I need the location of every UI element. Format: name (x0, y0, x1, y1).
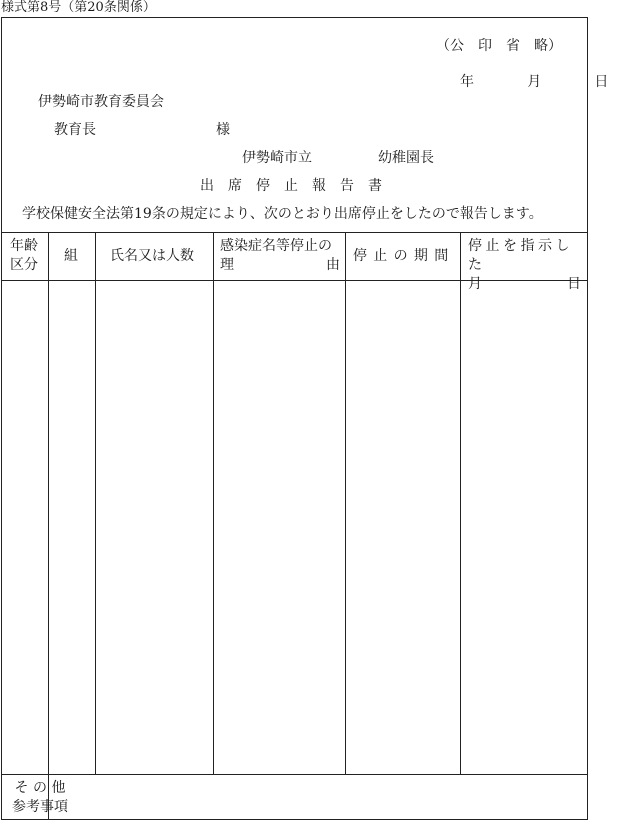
header-reason-right: 由 (326, 257, 340, 273)
header-instructed-left: 月 (468, 276, 482, 292)
header-reason-left: 理 (220, 257, 234, 273)
date-line: 年 月 日 (460, 74, 617, 90)
header-instructed-right: 日 (567, 276, 581, 292)
remarks-entry-cell[interactable] (49, 775, 587, 819)
report-statement: 学校保健安全法第19条の規定により、次のとおり出席停止をしたので報告します。 (22, 206, 543, 222)
header-age-line2: 区分 (10, 257, 38, 273)
superintendent-title: 教育長 (54, 122, 96, 138)
header-class: 組 (64, 248, 78, 264)
header-age-line1: 年齢 (10, 238, 38, 254)
remarks-label-line2: 参考事項 (12, 799, 68, 815)
honorific-sama: 様 (216, 122, 230, 138)
recipient-name: 伊勢崎市教育委員会 (38, 94, 164, 110)
period-entry-cell[interactable] (346, 281, 460, 774)
age-group-entry-cell[interactable] (2, 281, 48, 774)
reason-entry-cell[interactable] (214, 281, 345, 774)
seal-omitted-note: （公 印 省 略） (436, 38, 562, 54)
document-title: 出 席 停 止 報 告 書 (200, 178, 382, 194)
remarks-label-line1: そ の 他 (14, 780, 66, 796)
header-age-group (10, 237, 38, 275)
sender-principal-title: 幼稚園長 (378, 150, 434, 166)
class-entry-cell[interactable] (49, 281, 95, 774)
form-number-label: 様式第8号（第20条関係） (1, 0, 156, 15)
report-form-frame (1, 17, 617, 820)
table-top-border (2, 232, 587, 233)
header-names: 氏名又は人数 (110, 248, 194, 264)
header-reason (220, 237, 340, 275)
header-reason-line1: 感染症名等停止の (220, 238, 332, 254)
header-period: 停止の期間 (353, 248, 455, 264)
instructed-date-entry-cell[interactable] (461, 281, 587, 774)
header-reason-line2 (220, 256, 340, 275)
names-entry-cell[interactable] (96, 281, 213, 774)
sender-school-city: 伊勢崎市立 (242, 150, 312, 166)
header-instructed-line1: 停止を指示した (468, 238, 573, 273)
